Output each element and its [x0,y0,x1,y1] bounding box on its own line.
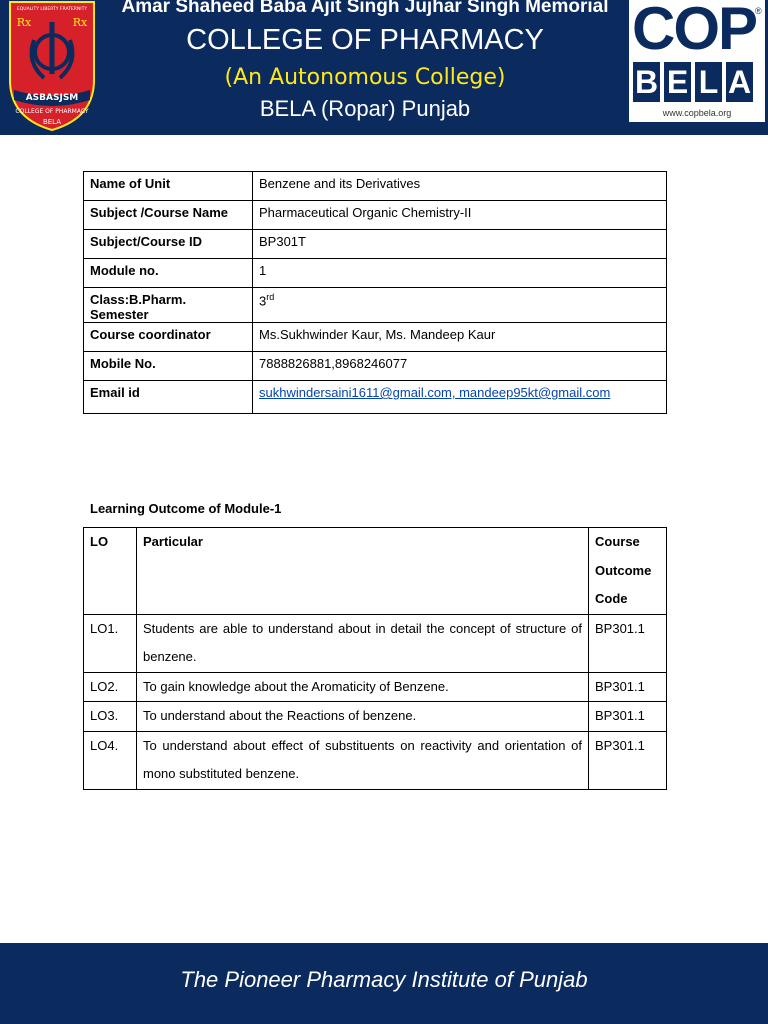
info-label: Class:B.Pharm. Semester [84,288,253,323]
info-value: Pharmaceutical Organic Chemistry-II [253,201,667,230]
info-label: Subject /Course Name [84,201,253,230]
table-row [84,614,667,672]
info-label: Name of Unit [84,172,253,201]
learning-outcome-title: Learning Outcome of Module-1 [90,501,282,516]
table-row [84,230,667,259]
bela-letter: E [664,62,691,102]
info-label: Mobile No. [84,352,253,381]
cop-bela-logo [629,0,765,122]
info-value: 1 [253,259,667,288]
semester-suffix: rd [266,292,275,302]
info-value [253,288,667,323]
bela-letter: B [634,64,659,100]
memorial-name: Amar Shaheed Baba Ajit Singh Jujhar Singh Memorial [121,0,609,17]
info-value: 7888826881,8968246077 [253,352,667,381]
info-value: Ms.Sukhwinder Kaur, Ms. Mandeep Kaur [253,323,667,352]
info-label: Subject/Course ID [84,230,253,259]
crest-ring-text: COLLEGE OF PHARMACY [15,108,89,115]
info-value: Benzene and its Derivatives [253,172,667,201]
footer-banner [0,943,768,1024]
crest-rx-right: Rx [72,16,88,29]
website-url: www.copbela.org [662,108,732,118]
info-value: BP301T [253,230,667,259]
lo-particular: To gain knowledge about the Aromaticity of Benzene. [137,672,589,702]
info-label: Module no. [84,259,253,288]
lo-code: BP301.1 [589,731,667,789]
college-location: BELA (Ropar) Punjab [259,96,471,121]
info-value [253,381,667,414]
unit-info-table [83,171,667,414]
table-row [84,672,667,702]
crest-banner: ASBASJSM [25,93,79,103]
college-crest-logo [4,0,100,132]
lo-code: BP301.1 [589,614,667,672]
info-label: Email id [84,381,253,414]
cop-wordmark: COP [631,0,757,62]
semester-number: 3 [259,293,267,309]
table-row [84,201,667,230]
table-row [84,288,667,323]
autonomous-label: (An Autonomous College) [224,65,506,90]
lo-particular: To understand about the Reactions of benzene. [137,702,589,732]
lo-particular: To understand about effect of substituents on reactivity and orientation of mono substituted benzene. [137,731,589,789]
college-name: COLLEGE OF PHARMACY [186,24,544,56]
lo-id: LO1. [84,614,137,672]
table-header-row [84,528,667,615]
column-header-particular: Particular [137,528,589,615]
crest-rx-left: Rx [16,16,32,29]
table-row [84,259,667,288]
table-row [84,381,667,414]
column-header-code [589,528,667,615]
bela-letter: L [695,62,722,102]
lo-code: BP301.1 [589,702,667,732]
table-row [84,352,667,381]
bela-letter: A [727,64,752,100]
table-row [84,702,667,732]
learning-outcome-table [83,527,667,790]
table-row [84,172,667,201]
lo-id: LO4. [84,731,137,789]
lo-id: LO3. [84,702,137,732]
header-banner [0,0,768,135]
footer-tagline: The Pioneer Pharmacy Institute of Punjab [180,967,588,992]
code-header-line: Code [595,591,628,606]
registered-mark: ® [755,6,762,16]
lo-particular: Students are able to understand about in detail the concept of structure of benzene. [137,614,589,672]
crest-motto: EQUALITY LIBERTY FRATERNITY [16,7,88,12]
crest-place: BELA [42,118,62,126]
lo-code: BP301.1 [589,672,667,702]
info-label: Course coordinator [84,323,253,352]
table-row [84,731,667,789]
email-link[interactable]: sukhwindersaini1611@gmail.com, mandeep95kt@gmail.com [259,385,611,400]
code-header-line: Outcome [595,562,652,578]
column-header-lo: LO [84,528,137,615]
table-row [84,323,667,352]
code-header-line: Course [595,534,640,549]
lo-id: LO2. [84,672,137,702]
